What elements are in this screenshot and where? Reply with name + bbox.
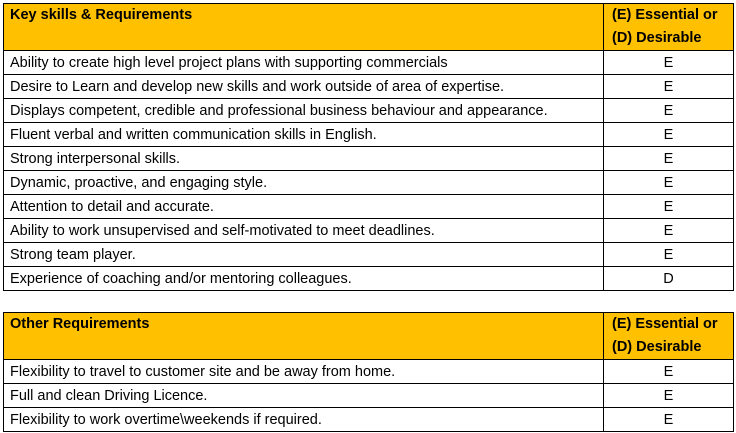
other-requirements-header-title: Other Requirements bbox=[4, 313, 604, 360]
rating-cell: E bbox=[604, 147, 734, 171]
rating-header-line2: (D) Desirable bbox=[612, 339, 702, 355]
rating-cell: E bbox=[604, 408, 734, 432]
rating-cell: E bbox=[604, 195, 734, 219]
rating-cell: E bbox=[604, 99, 734, 123]
skill-cell: Ability to work unsupervised and self-motivated to meet deadlines. bbox=[4, 219, 604, 243]
skill-cell: Displays competent, credible and professional business behaviour and appearance. bbox=[4, 99, 604, 123]
key-skills-header-title: Key skills & Requirements bbox=[4, 4, 604, 51]
table-row bbox=[4, 75, 734, 99]
skill-cell: Fluent verbal and written communication skills in English. bbox=[4, 123, 604, 147]
table-row bbox=[4, 219, 734, 243]
skill-cell: Ability to create high level project plans with supporting commercials bbox=[4, 51, 604, 75]
table-row bbox=[4, 99, 734, 123]
key-skills-header-row bbox=[4, 4, 734, 51]
table-row bbox=[4, 147, 734, 171]
other-requirements-header-rating bbox=[604, 313, 734, 360]
table-row bbox=[4, 408, 734, 432]
skill-cell: Strong team player. bbox=[4, 243, 604, 267]
rating-cell: E bbox=[604, 219, 734, 243]
rating-header-line1: (E) Essential or bbox=[612, 316, 718, 332]
table-row bbox=[4, 171, 734, 195]
skill-cell: Flexibility to travel to customer site and be away from home. bbox=[4, 360, 604, 384]
skill-cell: Strong interpersonal skills. bbox=[4, 147, 604, 171]
table-row bbox=[4, 123, 734, 147]
key-skills-table bbox=[3, 3, 734, 291]
key-skills-header-rating bbox=[604, 4, 734, 51]
table-row bbox=[4, 267, 734, 291]
skill-cell: Experience of coaching and/or mentoring colleagues. bbox=[4, 267, 604, 291]
rating-cell: E bbox=[604, 171, 734, 195]
table-row bbox=[4, 360, 734, 384]
rating-cell: E bbox=[604, 75, 734, 99]
table-row bbox=[4, 384, 734, 408]
skill-cell: Dynamic, proactive, and engaging style. bbox=[4, 171, 604, 195]
rating-cell: E bbox=[604, 384, 734, 408]
table-row bbox=[4, 51, 734, 75]
rating-cell: D bbox=[604, 267, 734, 291]
rating-header-line2: (D) Desirable bbox=[612, 30, 702, 46]
skill-cell: Desire to Learn and develop new skills and work outside of area of expertise. bbox=[4, 75, 604, 99]
rating-cell: E bbox=[604, 360, 734, 384]
other-requirements-header-row bbox=[4, 313, 734, 360]
table-row bbox=[4, 195, 734, 219]
other-requirements-table bbox=[3, 312, 734, 432]
rating-cell: E bbox=[604, 243, 734, 267]
skill-cell: Flexibility to work overtime\weekends if required. bbox=[4, 408, 604, 432]
rating-cell: E bbox=[604, 123, 734, 147]
rating-cell: E bbox=[604, 51, 734, 75]
table-row bbox=[4, 243, 734, 267]
rating-header-line1: (E) Essential or bbox=[612, 7, 718, 23]
skill-cell: Full and clean Driving Licence. bbox=[4, 384, 604, 408]
skill-cell: Attention to detail and accurate. bbox=[4, 195, 604, 219]
